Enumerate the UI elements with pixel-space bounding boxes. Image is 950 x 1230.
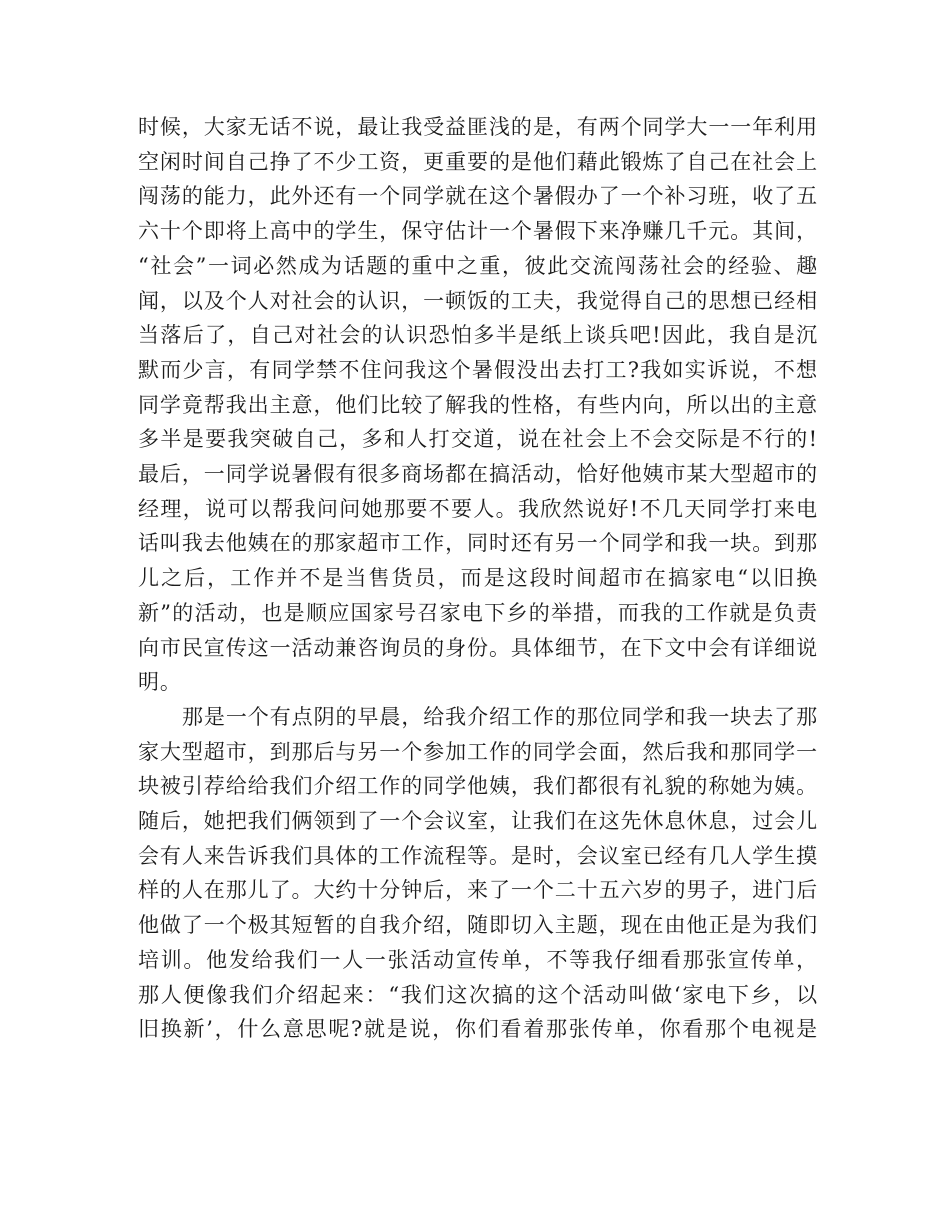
text-line: 向市民宣传这一活动兼咨询员的身份。具体细节，在下文中会有详细说 bbox=[138, 635, 818, 660]
text-line: 时候，大家无话不说，最让我受益匪浅的是，有两个同学大一一年利用 bbox=[138, 115, 818, 139]
text-line: 样的人在那儿了。大约十分钟后，来了一个二十五六岁的男子，进门后 bbox=[138, 878, 818, 903]
text-line: 家大型超市，到那后与另一个参加工作的同学会面，然后我和那同学一 bbox=[138, 739, 818, 764]
text-line: 明。 bbox=[138, 670, 182, 695]
paragraph-2 bbox=[138, 700, 818, 1047]
text-line: 儿之后，工作并不是当售货员，而是这段时间超市在搞家电“以旧换 bbox=[138, 566, 818, 591]
text-line: 同学竟帮我出主意，他们比较了解我的性格，有些内向，所以出的主意 bbox=[138, 392, 818, 417]
text-line: 经理，说可以帮我问问她那要不要人。我欣然说好!不几天同学打来电 bbox=[138, 496, 818, 521]
paragraph-1 bbox=[138, 110, 818, 700]
text-line: 他做了一个极其短暂的自我介绍，随即切入主题，现在由他正是为我们 bbox=[138, 913, 818, 938]
text-line: “社会”一词必然成为话题的重中之重，彼此交流闯荡社会的经验、趣 bbox=[138, 253, 818, 278]
text-line: 培训。他发给我们一人一张活动宣传单，不等我仔细看那张宣传单， bbox=[138, 947, 818, 972]
text-line: 空闲时间自己挣了不少工资，更重要的是他们藉此锻炼了自己在社会上 bbox=[138, 149, 818, 174]
text-line: 块被引荐给给我们介绍工作的同学他姨，我们都很有礼貌的称她为姨。 bbox=[138, 774, 818, 799]
text-line: 话叫我去他姨在的那家超市工作，同时还有另一个同学和我一块。到那 bbox=[138, 531, 818, 556]
text-line: 闻，以及个人对社会的认识，一顿饭的工夫，我觉得自己的思想已经相 bbox=[138, 288, 818, 313]
text-line: 多半是要我突破自己，多和人打交道，说在社会上不会交际是不行的! bbox=[138, 427, 818, 452]
text-line: 六十个即将上高中的学生，保守估计一个暑假下来净赚几千元。其间， bbox=[138, 219, 818, 244]
text-line: 最后，一同学说暑假有很多商场都在搞活动，恰好他姨市某大型超市的 bbox=[138, 462, 818, 487]
document-body bbox=[138, 110, 818, 1047]
text-line: 随后，她把我们俩领到了一个会议室，让我们在这先休息休息，过会儿 bbox=[138, 809, 818, 834]
text-line: 当落后了，自己对社会的认识恐怕多半是纸上谈兵吧!因此，我自是沉 bbox=[138, 323, 818, 348]
text-line: 那人便像我们介绍起来：“我们这次搞的这个活动叫做‘家电下乡，以 bbox=[138, 982, 818, 1007]
text-line: 旧换新’，什么意思呢?就是说，你们看着那张传单，你看那个电视是 bbox=[138, 1017, 818, 1042]
text-line: 闯荡的能力，此外还有一个同学就在这个暑假办了一个补习班，收了五 bbox=[138, 184, 818, 209]
text-line: 会有人来告诉我们具体的工作流程等。是时，会议室已经有几人学生摸 bbox=[138, 843, 818, 868]
text-line: 默而少言，有同学禁不住问我这个暑假没出去打工?我如实诉说，不想 bbox=[138, 357, 818, 382]
text-line: 新”的活动，也是顺应国家号召家电下乡的举措，而我的工作就是负责 bbox=[138, 600, 818, 625]
text-line: 那是一个有点阴的早晨，给我介绍工作的那位同学和我一块去了那 bbox=[182, 704, 818, 729]
